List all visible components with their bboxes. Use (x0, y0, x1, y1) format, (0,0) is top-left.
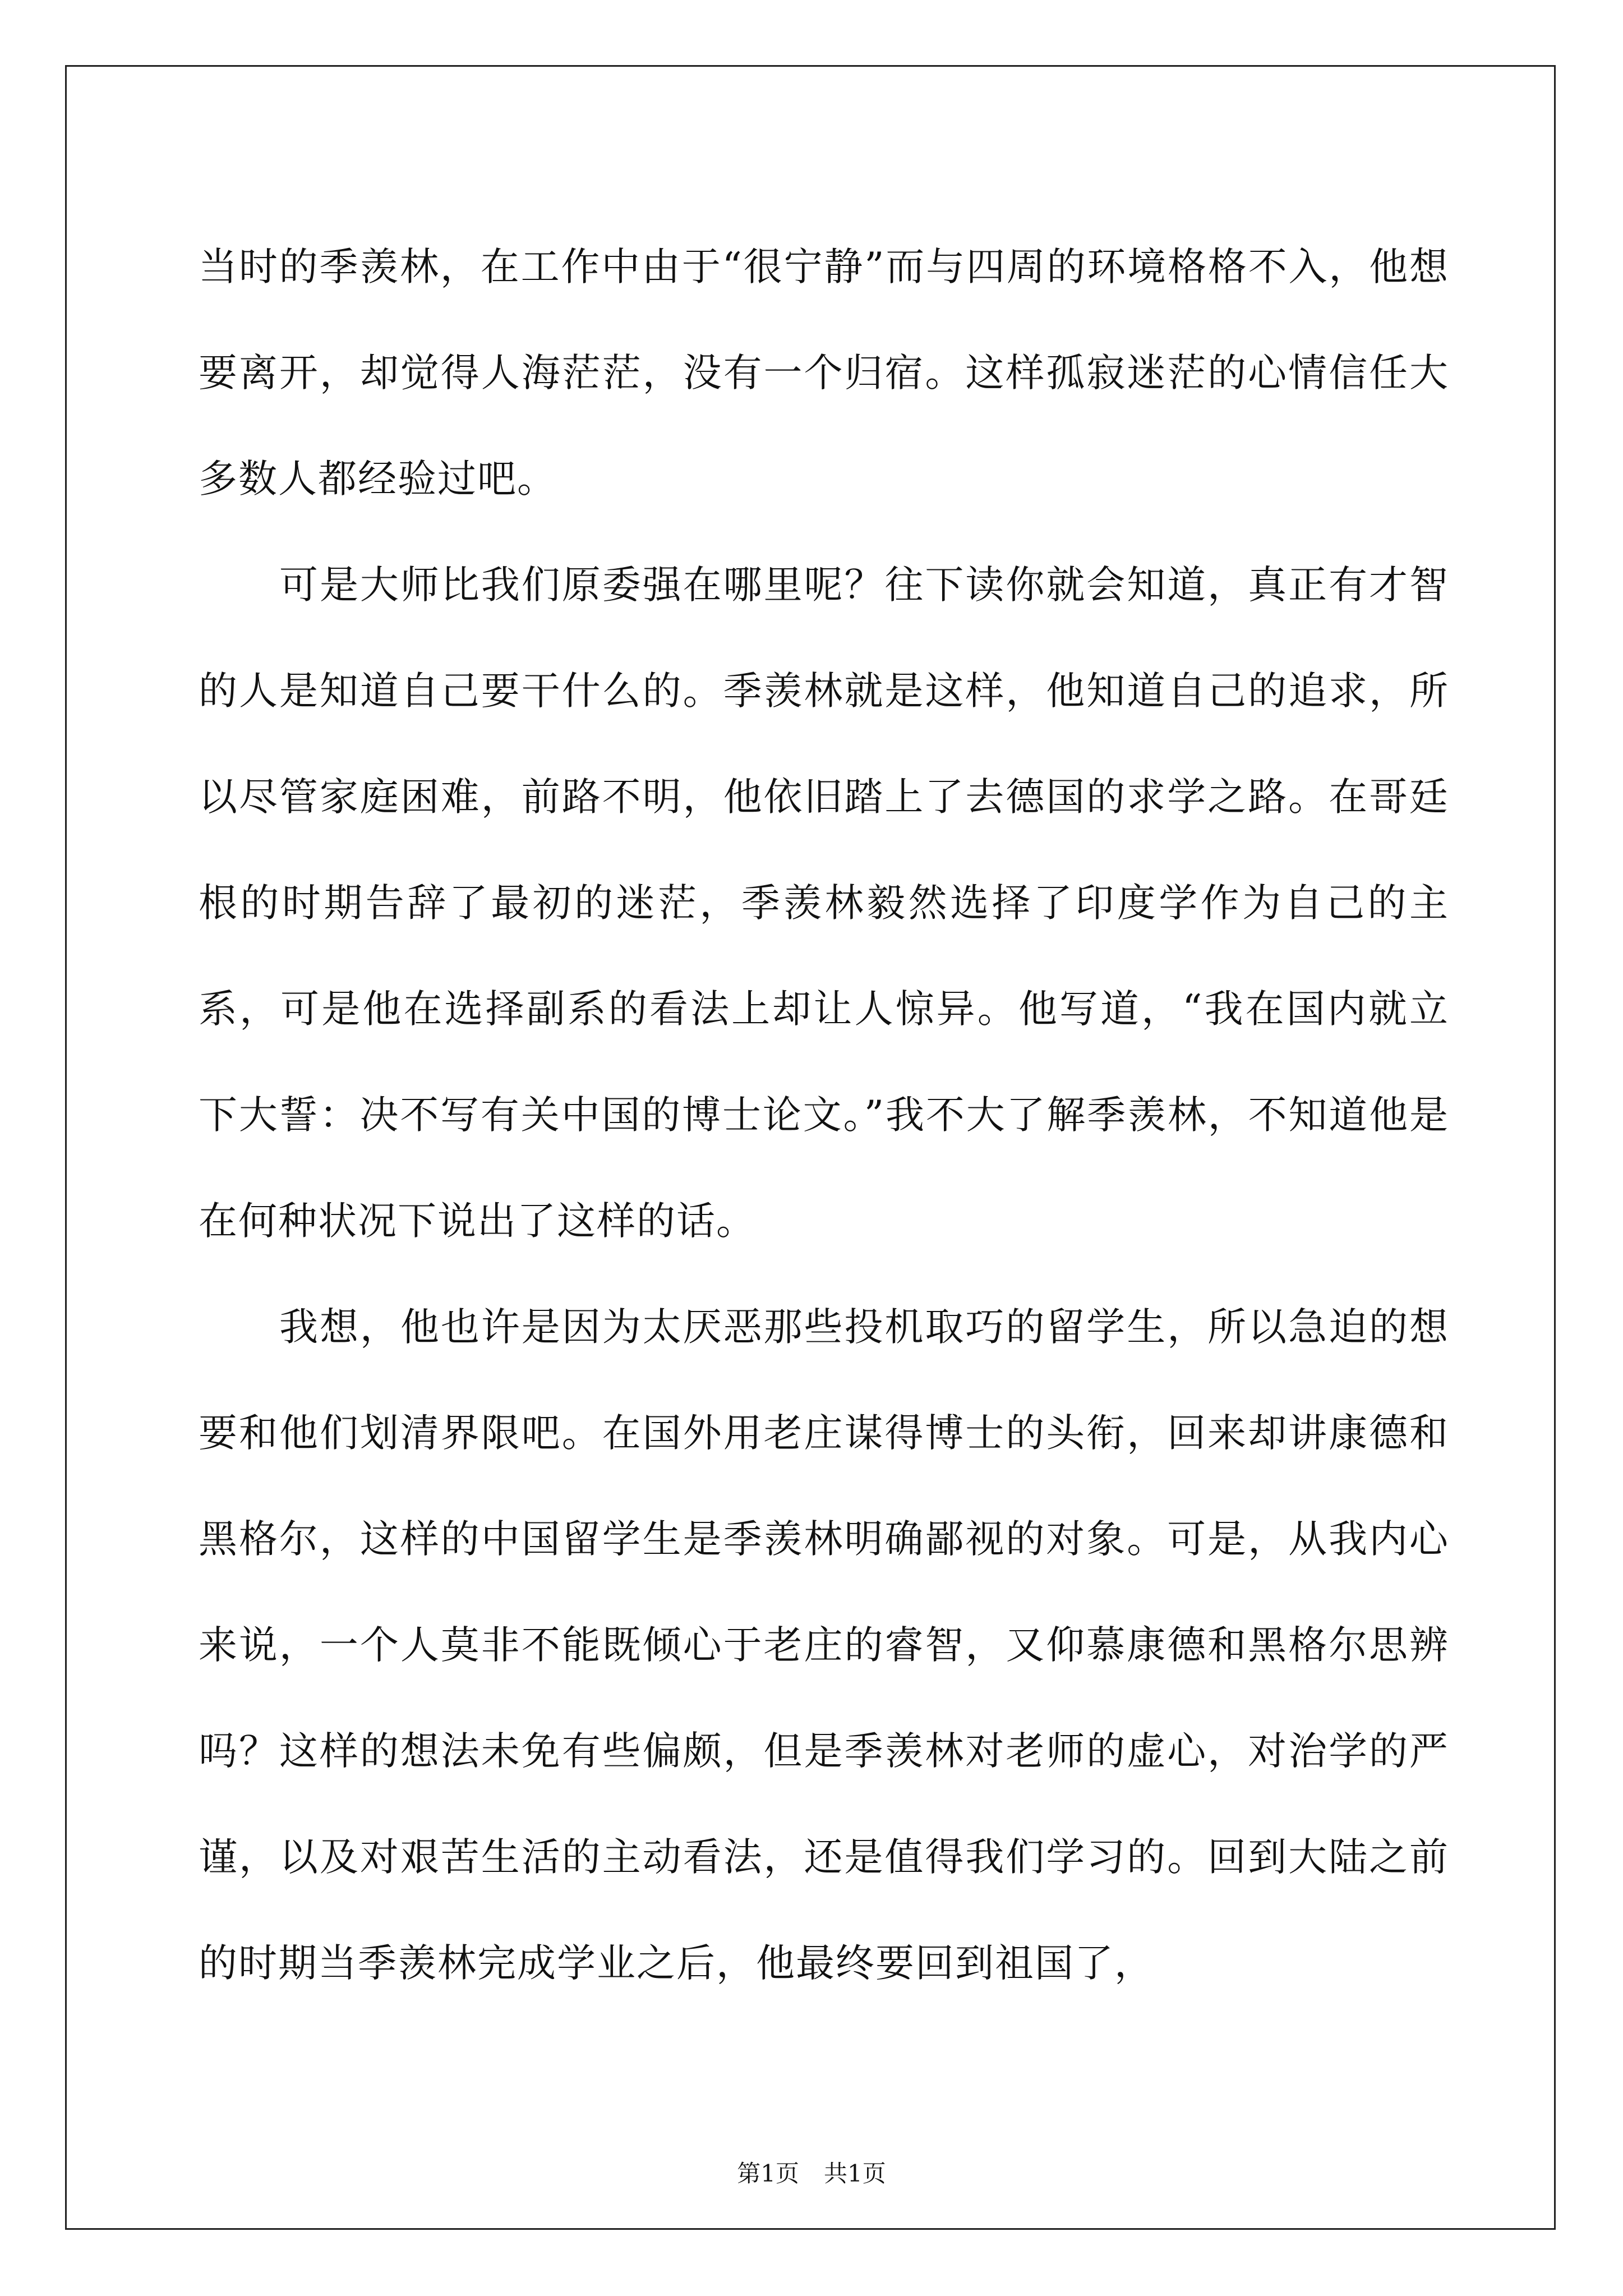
page-footer (0, 2160, 1623, 2188)
page-total: 共1页 (824, 2160, 886, 2187)
paragraph-2: 可是大师比我们原委强在哪里呢？往下读你就会知道，真正有才智的人是知道自己要干什么的。季羡林就是这样，他知道自己的追求，所以尽管家庭困难，前路不明，他依旧踏上了去德国的求学之路。在哥廷根的时期告辞了最初的迷茫，季羡林毅然选择了印度学作为自己的主系，可是他在选择副系的看法上却让人惊异。他写道，“我在国内就立下大誓：决不写有关中国的博士论文。”我不大了解季羡林，不知道他是在何种状况下说出了这样的话。 (199, 563, 1449, 1244)
page-number: 第1页 (737, 2160, 799, 2187)
document-body (199, 214, 1449, 2017)
paragraph-3: 我想，他也许是因为太厌恶那些投机取巧的留学生，所以急迫的想要和他们划清界限吧。在国外用老庄谋得博士的头衔，回来却讲康德和黑格尔，这样的中国留学生是季羡林明确鄙视的对象。可是，从我内心来说，一个人莫非不能既倾心于老庄的睿智，又仰慕康德和黑格尔思辨吗？这样的想法未免有些偏颇，但是季羡林对老师的虚心，对治学的严谨，以及对艰苦生活的主动看法，还是值得我们学习的。回到大陆之前的时期当季羡林完成学业之后，他最终要回到祖国了， (199, 1305, 1449, 1986)
paragraph-1: 当时的季羡林，在工作中由于“很宁静”而与四周的环境格格不入，他想要离开，却觉得人海茫茫，没有一个归宿。这样孤寂迷茫的心情信任大多数人都经验过吧。 (199, 245, 1449, 501)
